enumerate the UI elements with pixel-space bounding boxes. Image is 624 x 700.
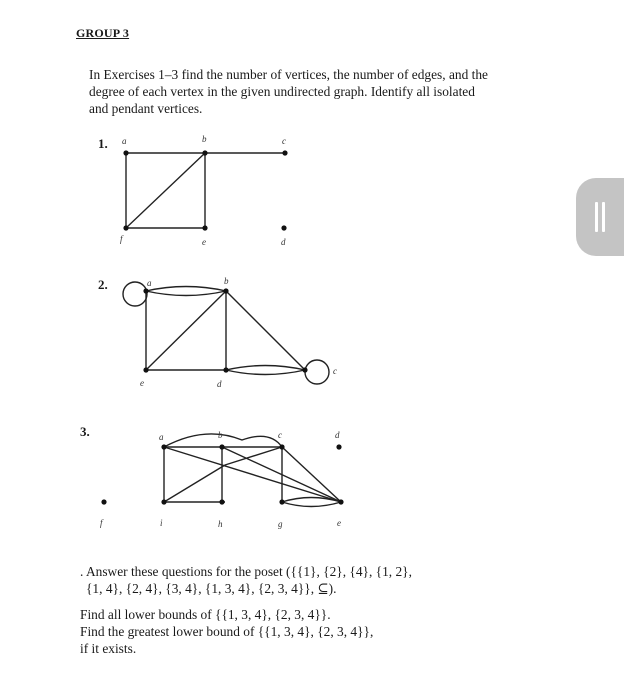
vertex-b bbox=[202, 150, 207, 155]
label-a: a bbox=[147, 278, 152, 288]
edge bbox=[282, 502, 341, 507]
vertex-a bbox=[161, 444, 166, 449]
label-c: c bbox=[278, 430, 282, 440]
label-c: c bbox=[333, 366, 337, 376]
graph-1 bbox=[120, 134, 288, 247]
vertex-d bbox=[336, 444, 341, 449]
graph-3 bbox=[100, 430, 344, 529]
vertex-d bbox=[223, 367, 228, 372]
label-f: f bbox=[100, 518, 103, 528]
vertex-e bbox=[338, 499, 343, 504]
label-b: b bbox=[202, 134, 207, 144]
label-e: e bbox=[202, 237, 206, 247]
exercise-1-number: 1. bbox=[98, 136, 108, 151]
vertex-a bbox=[143, 288, 148, 293]
loop-edge bbox=[305, 360, 329, 384]
edge bbox=[146, 291, 226, 296]
label-d: d bbox=[281, 237, 286, 247]
pause-icon-bar bbox=[602, 202, 605, 232]
vertex-f bbox=[123, 225, 128, 230]
edge bbox=[226, 370, 305, 375]
instructions-text: In Exercises 1–3 find the number of vertices, the number of edges, and the degree of each vertex in the given undirected graph. Identify all isolated and pendant vertices. bbox=[89, 67, 488, 116]
label-e: e bbox=[337, 518, 341, 528]
label-e: e bbox=[140, 378, 144, 388]
graph-2 bbox=[123, 276, 337, 389]
label-g: g bbox=[278, 519, 283, 529]
label-d: d bbox=[335, 430, 340, 440]
vertex-a bbox=[123, 150, 128, 155]
label-h: h bbox=[218, 519, 223, 529]
vertex-e bbox=[202, 225, 207, 230]
vertex-b bbox=[223, 288, 228, 293]
label-f: f bbox=[120, 234, 123, 244]
edge bbox=[146, 287, 226, 292]
vertex-e bbox=[143, 367, 148, 372]
group-title: GROUP 3 bbox=[76, 26, 130, 40]
vertex-c bbox=[302, 367, 307, 372]
vertex-c bbox=[282, 150, 287, 155]
edge bbox=[164, 465, 225, 502]
label-i: i bbox=[160, 518, 163, 528]
exercise-3-number: 3. bbox=[80, 424, 90, 439]
edge bbox=[282, 447, 341, 502]
vertex-d bbox=[281, 225, 286, 230]
label-b: b bbox=[218, 430, 223, 440]
poset-subquestions bbox=[80, 606, 500, 657]
label-a: a bbox=[122, 136, 127, 146]
edge bbox=[164, 447, 341, 502]
label-a: a bbox=[159, 432, 164, 442]
edge bbox=[226, 366, 305, 371]
poset-question bbox=[80, 563, 500, 597]
vertex-h bbox=[219, 499, 224, 504]
edge bbox=[226, 291, 305, 370]
vertex-b bbox=[219, 444, 224, 449]
label-b: b bbox=[224, 276, 229, 286]
loop-edge bbox=[123, 282, 147, 306]
vertex-g bbox=[279, 499, 284, 504]
poset-line-2: {1, 4}, {2, 4}, {3, 4}, {1, 3, 4}, {2, 3, 4}}, ⊆). bbox=[86, 581, 337, 596]
edge bbox=[146, 291, 226, 370]
pause-icon bbox=[595, 202, 598, 232]
poset-line-1: . Answer these questions for the poset ({{1}, {2}, {4}, {1, 2}, bbox=[80, 564, 412, 579]
side-handle-button[interactable] bbox=[576, 178, 624, 256]
exercise-2-number: 2. bbox=[98, 277, 108, 292]
glb-question-line-2: if it exists. bbox=[80, 641, 137, 656]
label-c: c bbox=[282, 136, 286, 146]
glb-question-line-1: Find the greatest lower bound of {{1, 3, 4}, {2, 3, 4}}, bbox=[80, 624, 374, 639]
lower-bounds-question: Find all lower bounds of {{1, 3, 4}, {2, 3, 4}}. bbox=[80, 607, 331, 622]
vertex-i bbox=[161, 499, 166, 504]
label-d: d bbox=[217, 379, 222, 389]
vertex-f bbox=[101, 499, 106, 504]
bullet: . bbox=[80, 564, 84, 579]
edge bbox=[126, 153, 205, 228]
vertex-c bbox=[279, 444, 284, 449]
